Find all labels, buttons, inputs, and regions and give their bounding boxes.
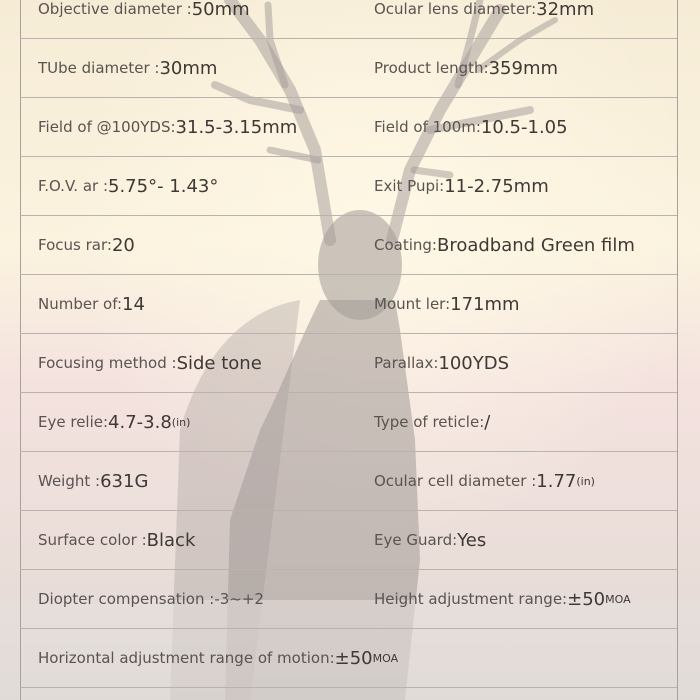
- spec-table: [20, 0, 677, 700]
- spec-cell-focusing-method: [38, 334, 262, 392]
- spec-cell-coating: [374, 216, 635, 274]
- spec-row: [20, 98, 677, 157]
- spec-value: ±50: [567, 588, 606, 610]
- spec-cell-eye-guard: [374, 511, 486, 569]
- spec-label: Exit Pupi:: [374, 177, 445, 195]
- spec-value: Black: [146, 529, 196, 551]
- spec-value: 31.5-3.15mm: [175, 116, 298, 138]
- spec-row: [20, 629, 677, 688]
- spec-row: [20, 216, 677, 275]
- spec-value: 30mm: [159, 57, 218, 79]
- spec-value: Side tone: [176, 352, 262, 374]
- spec-label: Coating:: [374, 236, 437, 254]
- spec-value: /: [484, 411, 491, 433]
- spec-label: Objective diameter :: [38, 0, 192, 18]
- spec-label: Mount ler:: [374, 295, 451, 313]
- spec-value: 32mm: [536, 0, 595, 20]
- spec-value: 11-2.75mm: [444, 175, 549, 197]
- spec-cell-focus-range: [38, 216, 135, 274]
- spec-label: Height adjustment range:: [374, 590, 568, 608]
- spec-label: Parallax:: [374, 354, 439, 372]
- spec-label: Eye Guard:: [374, 531, 458, 549]
- spec-label: F.O.V. ar :: [38, 177, 108, 195]
- spec-cell-fov-angle: [38, 157, 218, 215]
- spec-label: Number of:: [38, 295, 123, 313]
- spec-row: [20, 570, 677, 629]
- spec-cell-ocular-lens-diameter: [374, 0, 594, 38]
- spec-row-partial: [20, 688, 677, 700]
- spec-label: Diopter compensation :: [38, 590, 215, 608]
- spec-cell-product-length: [374, 39, 558, 97]
- spec-row: [20, 393, 677, 452]
- spec-row: [20, 511, 677, 570]
- spec-label: Focus rar:: [38, 236, 112, 254]
- spec-row: [20, 0, 677, 39]
- spec-cell-field-of-view-m: [374, 98, 568, 156]
- spec-cell-reticle-type: [374, 393, 490, 451]
- spec-cell-diopter-compensation: [38, 570, 264, 628]
- spec-cell-field-of-view-yds: [38, 98, 297, 156]
- spec-label: Ocular cell diameter :: [374, 472, 537, 490]
- spec-row: [20, 275, 677, 334]
- spec-label: Product length:: [374, 59, 489, 77]
- spec-label: TUbe diameter :: [38, 59, 160, 77]
- spec-cell-horizontal-adjustment: [38, 629, 398, 687]
- spec-label: Horizontal adjustment range of motion:: [38, 649, 335, 667]
- spec-label: Eye relie:: [38, 413, 109, 431]
- spec-cell-exit-pupil: [374, 157, 549, 215]
- spec-label: Focusing method :: [38, 354, 177, 372]
- spec-row: [20, 157, 677, 216]
- spec-cell-weight: [38, 452, 148, 510]
- spec-cell-number-of-lenses: [38, 275, 145, 333]
- spec-value: 4.7-3.8: [108, 411, 172, 433]
- spec-label: Field of 100m:: [374, 118, 481, 136]
- spec-unit: (in): [576, 474, 595, 488]
- spec-row: [20, 39, 677, 98]
- spec-value: 1.77: [536, 470, 577, 492]
- spec-value: 20: [111, 234, 135, 256]
- spec-cell-mount-length: [374, 275, 520, 333]
- spec-cell-tube-diameter: [38, 39, 217, 97]
- spec-cell-objective-diameter: [38, 0, 250, 38]
- spec-label: Ocular lens diameter:: [374, 0, 537, 18]
- spec-value: 50mm: [191, 0, 250, 20]
- spec-cell-eye-relief: [38, 393, 190, 451]
- spec-value: 14: [122, 293, 145, 315]
- spec-value: 10.5-1.05: [480, 116, 568, 138]
- spec-value: 100YDS: [438, 352, 510, 374]
- spec-cell-ocular-cell-diameter: [374, 452, 595, 510]
- spec-label: Weight :: [38, 472, 101, 490]
- spec-value: 5.75°- 1.43°: [108, 175, 219, 197]
- spec-row: [20, 452, 677, 511]
- spec-label: Type of reticle:: [374, 413, 485, 431]
- spec-value: 631G: [100, 470, 149, 492]
- spec-unit: (in): [171, 415, 191, 429]
- spec-value: -3~+2: [214, 590, 264, 608]
- spec-cell-height-adjustment: [374, 570, 631, 628]
- spec-cell-parallax: [374, 334, 509, 392]
- table-right-border: [677, 0, 678, 700]
- spec-value: 171mm: [450, 293, 520, 315]
- spec-value: Broadband Green film: [436, 234, 635, 256]
- spec-row: [20, 334, 677, 393]
- spec-value: Yes: [457, 529, 487, 551]
- spec-cell-surface-color: [38, 511, 195, 569]
- spec-value: ±50: [334, 647, 373, 669]
- spec-value: 359mm: [488, 57, 559, 79]
- spec-label: Field of @100YDS:: [38, 118, 176, 136]
- spec-unit: MOA: [605, 592, 631, 606]
- spec-label: Surface color :: [38, 531, 147, 549]
- spec-unit: MOA: [372, 651, 399, 665]
